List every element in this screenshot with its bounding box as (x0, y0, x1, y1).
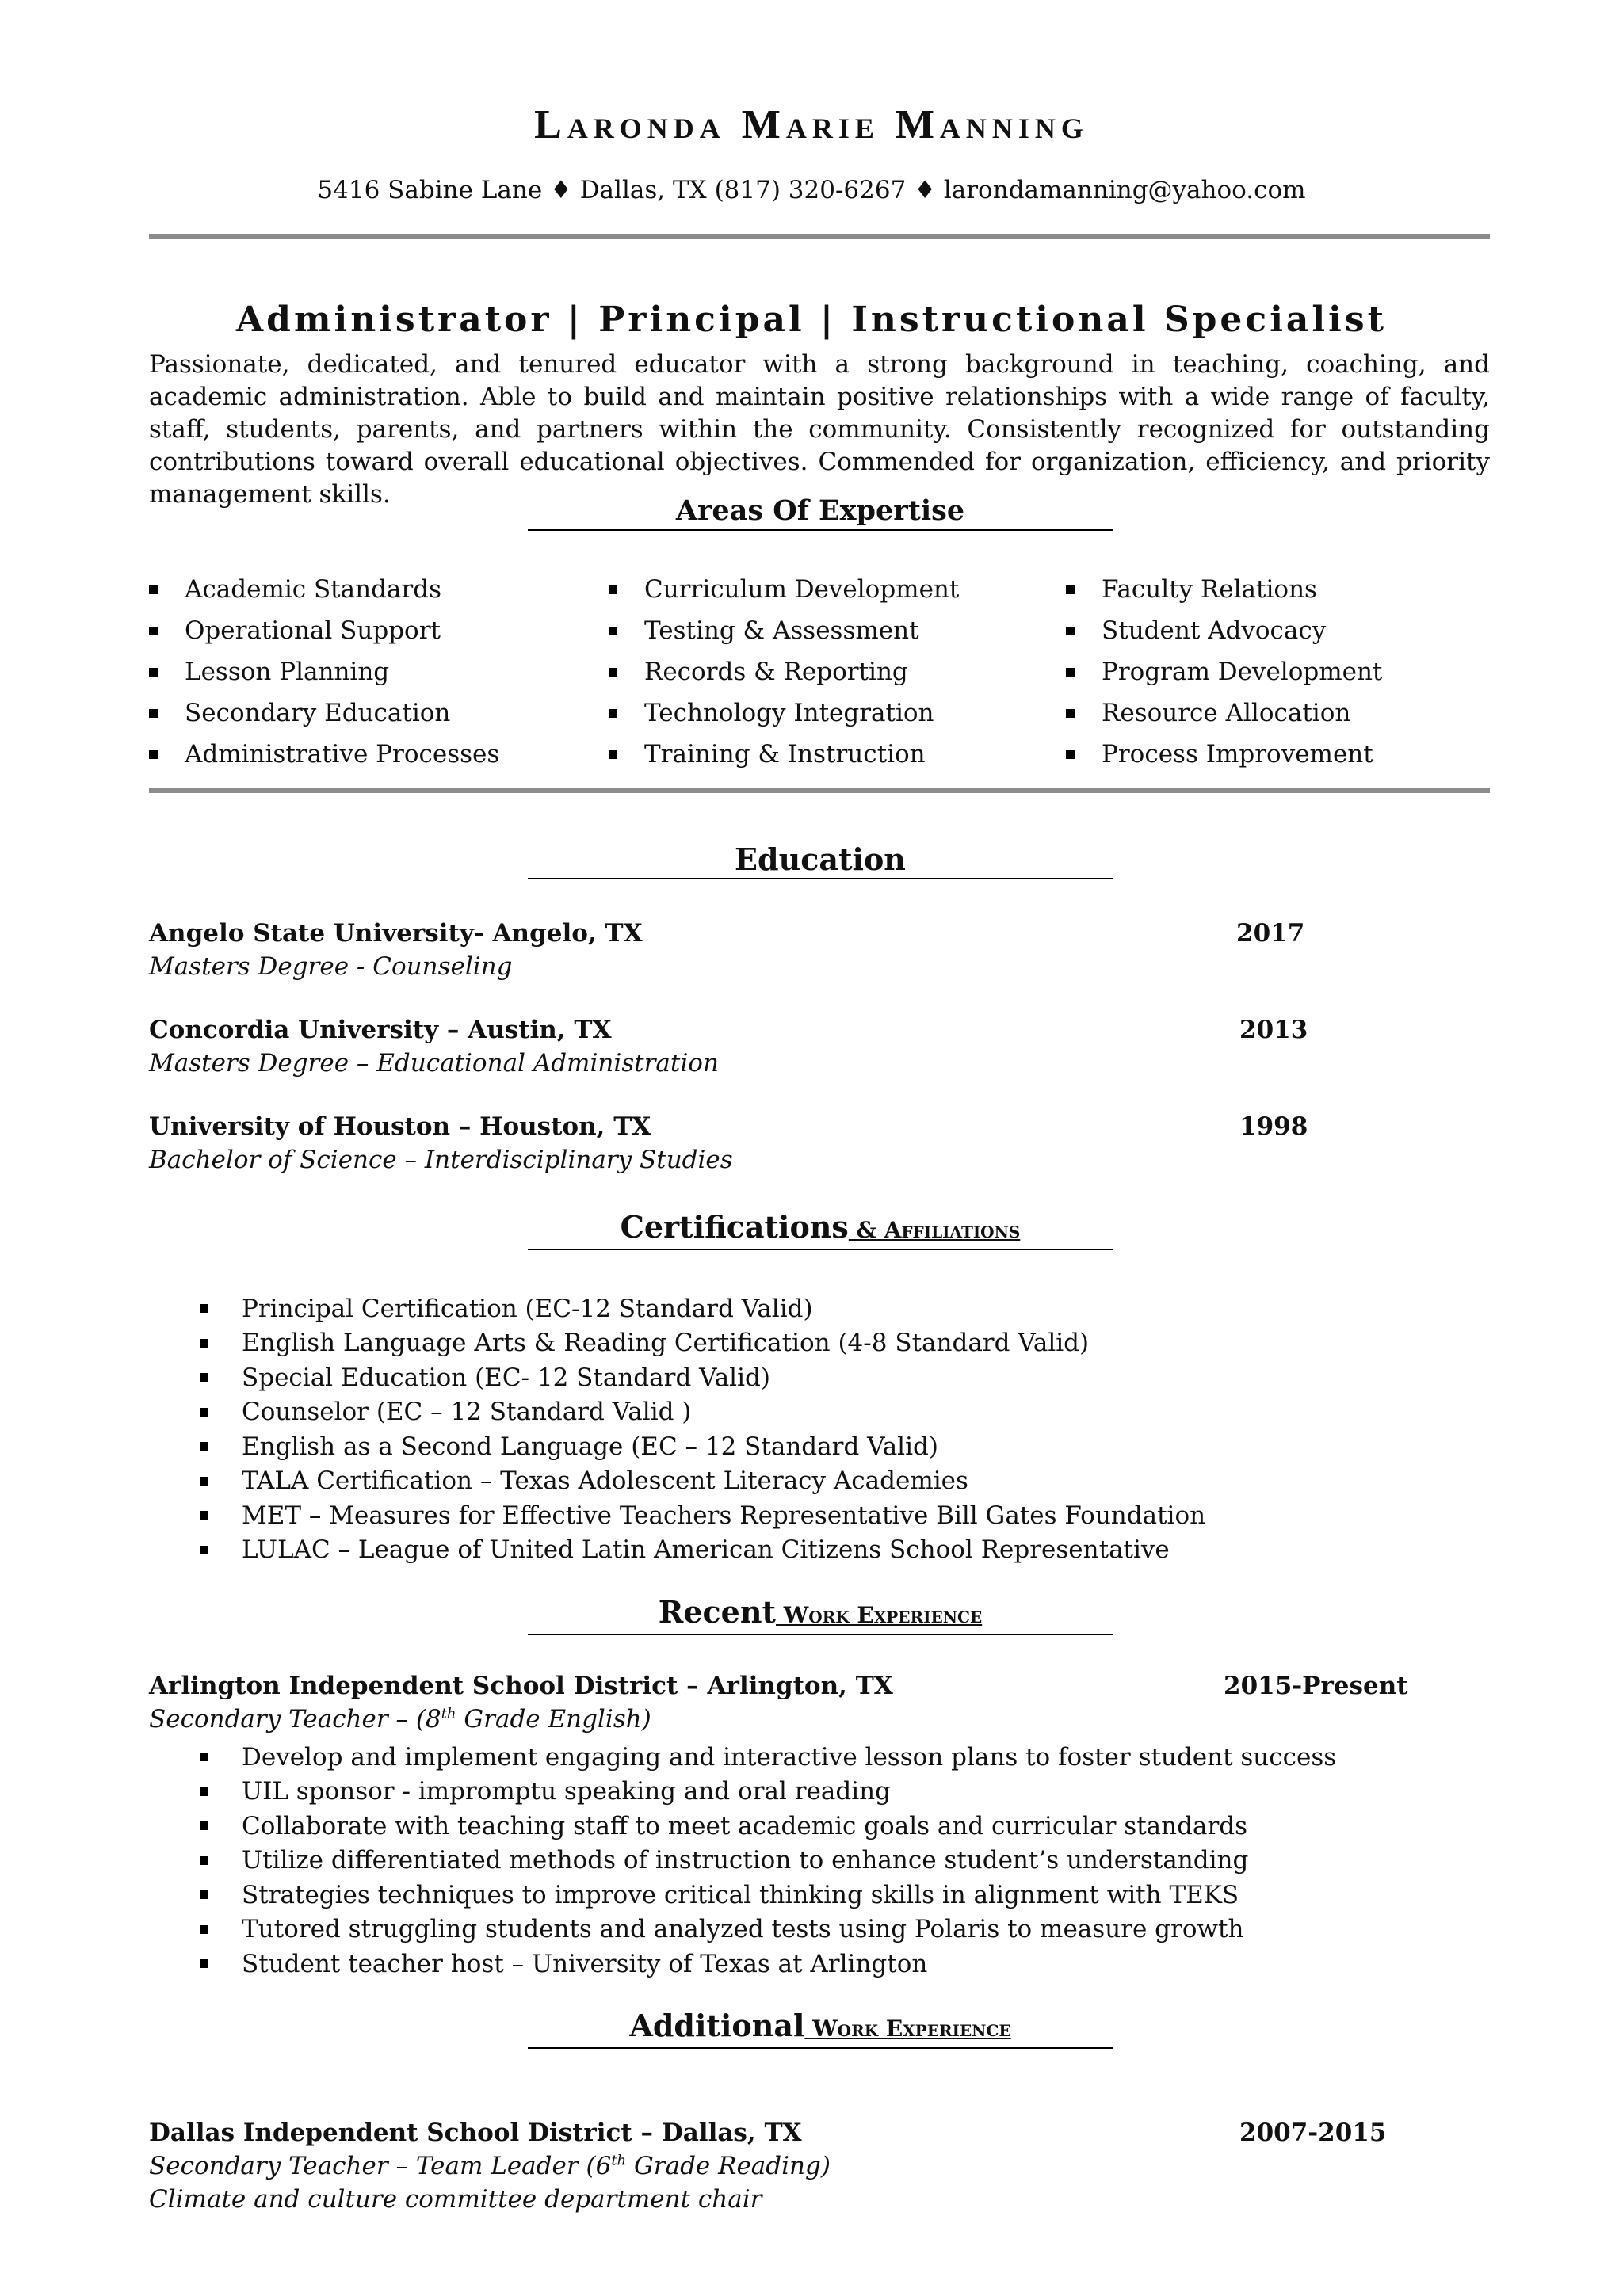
list-item: Counselor (EC – 12 Standard Valid ) (200, 1395, 1468, 1430)
list-item: Tutored struggling students and analyzed tests using Polaris to measure growth (200, 1913, 1468, 1947)
bullet-icon (1066, 585, 1075, 594)
headline: Administrator | Principal | Instructional Specialist (236, 299, 1387, 340)
certifications-list (200, 1291, 1468, 1567)
degree: Bachelor of Science – Interdisciplinary Studies (149, 1146, 733, 1174)
bullet-icon (149, 585, 158, 594)
list-item: Utilize differentiated methods of instruction to enhance student’s understanding (200, 1844, 1468, 1878)
list-item: Program Development (1066, 651, 1486, 692)
list-item: LULAC – League of United Latin American Citizens School Representative (200, 1533, 1468, 1568)
bullet-icon (609, 627, 617, 635)
candidate-name: Laronda Marie Manning (534, 102, 1089, 147)
section-title-education: Education (528, 841, 1113, 879)
bullet-icon (609, 668, 617, 677)
job-title: Secondary Teacher – (8th Grade English) (149, 1705, 651, 1733)
list-item: Secondary Education (149, 692, 593, 734)
bullet-icon (200, 1925, 208, 1934)
bullet-icon (1066, 709, 1075, 718)
list-item: Administrative Processes (149, 734, 593, 775)
bullet-icon (149, 750, 158, 759)
bullet-icon (200, 1856, 208, 1865)
bullet-icon (200, 1442, 208, 1451)
degree: Masters Degree – Educational Administration (149, 1049, 719, 1077)
bullet-icon (1066, 750, 1075, 759)
bullet-icon (1066, 627, 1075, 635)
email: larondamanning@yahoo.com (943, 176, 1306, 204)
bullet-icon (200, 1477, 208, 1486)
section-title-expertise: Areas Of Expertise (528, 493, 1113, 531)
summary: Passionate, dedicated, and tenured educator with a strong background in teaching, coaching, and academic administration. Able to build and maintain positive relationships with a wide range of faculty, staff, students, parents, and partners within the community. Consistently recognized for outstanding contributions toward overall educational objectives. Commended for organization, efficiency, and priority management skills. (149, 350, 1490, 509)
diamond-icon: ♦ (550, 176, 572, 204)
school-name: Concordia University – Austin, TX (149, 1016, 612, 1044)
list-item: Training & Instruction (609, 734, 1052, 775)
list-item: Resource Allocation (1066, 692, 1486, 734)
section-title-certifications: Certifications & Affiliations (528, 1209, 1113, 1250)
employer-name: Arlington Independent School District – Arlington, TX (149, 1672, 893, 1700)
list-item: MET – Measures for Effective Teachers Representative Bill Gates Foundation (200, 1498, 1468, 1533)
list-item: Records & Reporting (609, 651, 1052, 692)
list-item: UIL sponsor - impromptu speaking and oral reading (200, 1775, 1468, 1810)
list-item: Testing & Assessment (609, 610, 1052, 651)
bullet-icon (200, 1787, 208, 1796)
bullet-icon (609, 585, 617, 594)
bullet-icon (609, 750, 617, 759)
bullet-icon (149, 627, 158, 635)
expertise-column-2 (609, 569, 1052, 775)
bullet-icon (200, 1511, 208, 1520)
graduation-year: 2017 (1236, 919, 1305, 948)
recent-duties-list (200, 1740, 1468, 1981)
list-item: Collaborate with teaching staff to meet academic goals and curricular standards (200, 1809, 1468, 1844)
job-title: Secondary Teacher – Team Leader (6th Grade Reading) (149, 2152, 831, 2180)
header-divider (149, 234, 1490, 239)
bullet-icon (149, 668, 158, 677)
list-item: Technology Integration (609, 692, 1052, 734)
graduation-year: 2013 (1239, 1016, 1308, 1044)
expertise-column-1 (149, 569, 593, 775)
school-name: University of Houston – Houston, TX (149, 1112, 651, 1141)
list-item: Faculty Relations (1066, 569, 1486, 610)
address: 5416 Sabine Lane (317, 176, 543, 204)
list-item: Lesson Planning (149, 651, 593, 692)
list-item: TALA Certification – Texas Adolescent Literacy Academies (200, 1464, 1468, 1499)
city-phone: Dallas, TX (817) 320-6267 (579, 176, 907, 204)
bullet-icon (200, 1339, 208, 1348)
school-name: Angelo State University- Angelo, TX (149, 919, 643, 948)
list-item: Process Improvement (1066, 734, 1486, 775)
list-item: English as a Second Language (EC – 12 Standard Valid) (200, 1429, 1468, 1464)
expertise-divider (149, 788, 1490, 793)
list-item: Develop and implement engaging and interactive lesson plans to foster student success (200, 1740, 1468, 1775)
bullet-icon (200, 1959, 208, 1968)
list-item: Student Advocacy (1066, 610, 1486, 651)
bullet-icon (609, 709, 617, 718)
bullet-icon (200, 1753, 208, 1761)
bullet-icon (200, 1546, 208, 1554)
list-item: Strategies techniques to improve critical thinking skills in alignment with TEKS (200, 1878, 1468, 1913)
diamond-icon: ♦ (914, 176, 936, 204)
section-title-additional-experience: Additional Work Experience (528, 2008, 1113, 2049)
list-item: Student teacher host – University of Texas at Arlington (200, 1947, 1468, 1981)
list-item: Principal Certification (EC-12 Standard Valid) (200, 1291, 1468, 1326)
list-item: Curriculum Development (609, 569, 1052, 610)
employment-dates: 2007-2015 (1239, 2119, 1387, 2147)
bullet-icon (149, 709, 158, 718)
bullet-icon (200, 1821, 208, 1830)
employer-name: Dallas Independent School District – Dallas, TX (149, 2119, 802, 2147)
list-item: Academic Standards (149, 569, 593, 610)
graduation-year: 1998 (1239, 1112, 1308, 1141)
bullet-icon (200, 1890, 208, 1899)
bullet-icon (200, 1408, 208, 1417)
list-item: Operational Support (149, 610, 593, 651)
expertise-column-3 (1066, 569, 1486, 775)
list-item: Special Education (EC- 12 Standard Valid) (200, 1360, 1468, 1395)
contact-line (0, 176, 1623, 204)
employment-dates: 2015-Present (1224, 1672, 1408, 1700)
bullet-icon (200, 1304, 208, 1313)
bullet-icon (200, 1373, 208, 1382)
list-item: English Language Arts & Reading Certification (4-8 Standard Valid) (200, 1326, 1468, 1361)
role-note: Climate and culture committee department chair (149, 2185, 762, 2214)
section-title-recent-experience: Recent Work Experience (528, 1594, 1113, 1635)
bullet-icon (1066, 668, 1075, 677)
degree: Masters Degree - Counseling (149, 952, 513, 981)
